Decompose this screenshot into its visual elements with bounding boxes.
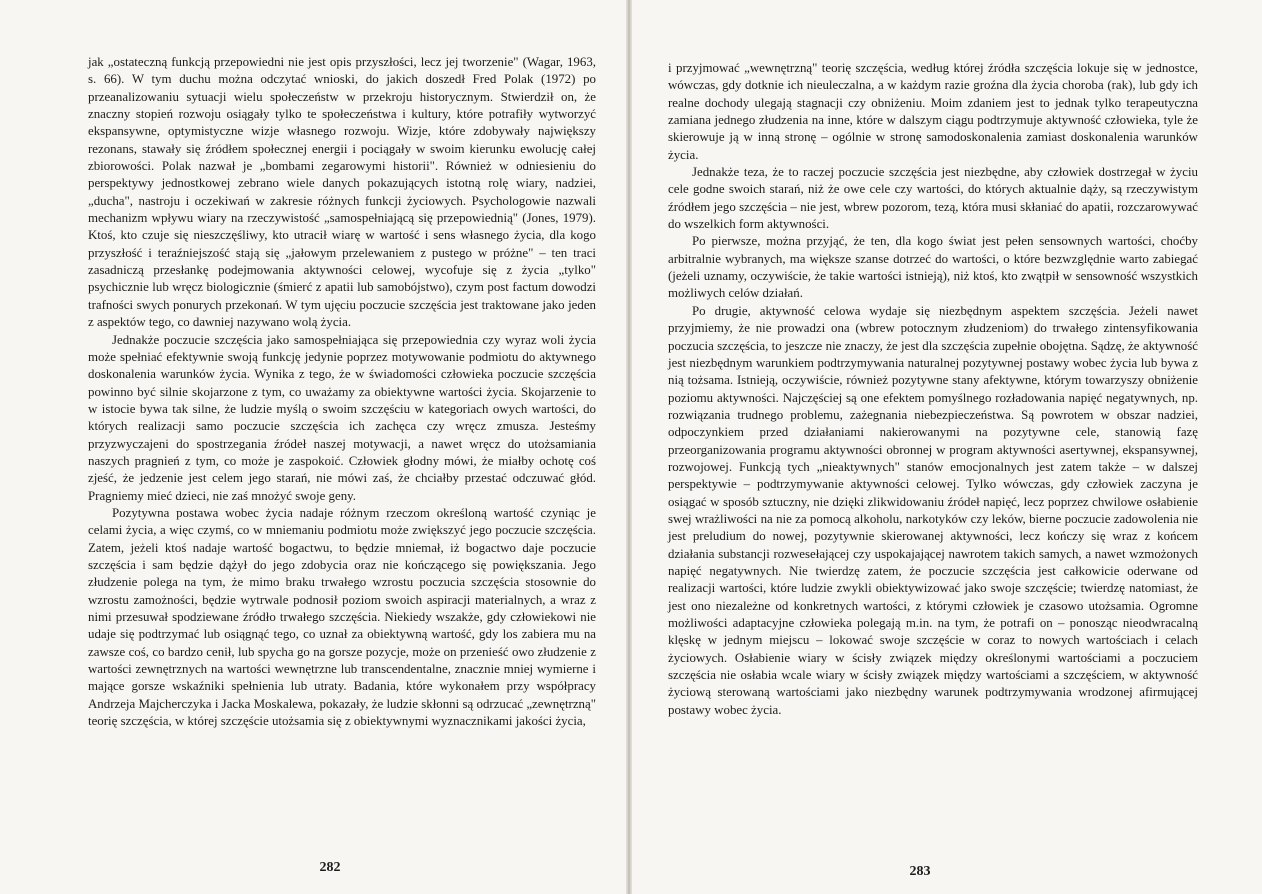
right-page bbox=[632, 0, 1262, 894]
page-number: 283 bbox=[909, 864, 931, 879]
left-page bbox=[0, 0, 628, 894]
paragraph: Pozytywna postawa wobec życia nadaje różnym rzeczom określoną wartość czyniąc je celami życia, a więc czymś, co w mniemaniu podmiotu może zwiększyć jego poczucie szczęścia. Zatem, jeżeli ktoś nadaje wartość bogactwu, to będzie mniemał, iż bogactwo daje poczucie szczęścia i sam będzie dążył do jego zdobycia oraz nie kończącego się powiększania. Jego złudzenie polega na tym, że mimo braku trwałego wzrostu poczucia szczęścia stosownie do wzrostu zamożności, będzie wytrwale podnosił poziom swoich aspiracji materialnych, a wraz z nimi przesuwał spodziewane źródło trwałego szczęścia. Niekiedy wszakże, gdy człowiekowi nie udaje się podtrzymać lub osiągnąć tego, co uznał za obiektywną wartość, gdy los zabiera mu na zawsze coś, co bardzo cenił, lub spycha go na gorsze pozycje, może on przenieść owo złudzenie z wartości zewnętrznych na wartości wewnętrzne lub transcendentalne, znacznie mniej wymierne i mające gorsze wskaźniki spełnienia lub utraty. Badania, które wykonałem przy współpracy Andrzeja Majcherczyka i Jacka Moskalewa, pokazały, że ludzie skłonni są odrzucać „zewnętrzną" teorię szczęścia, w której szczęście utożsamia się z obiektywnymi wyznacznikami jakości życia, bbox=[88, 505, 596, 729]
paragraph: jak „ostateczną funkcją przepowiedni nie jest opis przyszłości, lecz jej tworzenie" (Wagar, 1963, s. 66). W tym duchu można odczytać wnioski, do jakich doszedł Fred Polak (1972) po przeanalizowaniu sytuacji wielu społeczeństw w przekroju historycznym. Stwierdził on, że znaczny stopień rozwoju osiągały tylko te społeczeństwa i kultury, które potrafiły wytworzyć ekspansywne, optymistyczne wizje własnego rozwoju. Wizje, które zdobywały największy rezonans, stawały się źródłem społecznej energii i pociągały w swoim kierunku ewolucję całej zbiorowości. Polak nazwał je „bombami zegarowymi historii". Również w odniesieniu do perspektywy jednostkowej zebrano wiele danych pokazujących istotną rolę wiary, nadziei, „ducha", nastroju i oczekiwań w zakresie różnych funkcji życiowych. Psychologowie nazwali mechanizm wpływu wiary na rzeczywistość „samospełniającą się przepowiednią" (Jones, 1979). Ktoś, kto czuje się nieszczęśliwy, kto utracił wiarę w wartość i sens własnego życia, dla kogo przyszłość i teraźniejszość stają się „jałowym przelewaniem z pustego w próżne" – ten traci zasadniczą przesłankę podejmowania aktywności celowej, wycofuje się z życia „tylko" psychicznie lub wręcz biologicznie (śmierć z apatii lub samobójstwo), czym post factum dowodzi trafności swych ponurych przekonań. W tym ujęciu poczucie szczęścia jest traktowane jako jeden z aspektów tego, co dawniej nazywano wolą życia. bbox=[88, 55, 596, 330]
paragraph: i przyjmować „wewnętrzną" teorię szczęścia, według której źródła szczęścia lokuje się w jednostce, wówczas, gdy dotknie ich nieuleczalna, a w każdym razie groźna dla życia choroba (rak), lub gdy ich realne dochody ulegają stagnacji czy obniżeniu. Moim zdaniem jest to jednak tylko terapeutyczna zamiana jednego złudzenia na inne, które w dalszym ciągu podtrzymuje aktywność człowieka, tyle że skierowuje ją w inną stronę – ogólnie w stronę samodoskonalenia zamiast doskonalenia warunków życia. bbox=[668, 61, 1198, 162]
paragraph: Po pierwsze, można przyjąć, że ten, dla kogo świat jest pełen sensownych wartości, choćby arbitralnie wybranych, ma większe szanse dotrzeć do wartości, o które bezwzględnie warto zabiegać (jeżeli uznamy, oczywiście, że takie wartości istnieją), niż ktoś, kto zwątpił w sensowność wszystkich możliwych celów działań. bbox=[668, 234, 1198, 301]
left-page-text bbox=[88, 54, 596, 730]
paragraph: Po drugie, aktywność celowa wydaje się niezbędnym aspektem szczęścia. Jeżeli nawet przyjmiemy, że nie prowadzi ona (wbrew potocznym złudzeniom) do trwałego zintensyfikowania poczucia szczęścia, to jeszcze nie znaczy, że jest dla szczęścia zupełnie obojętna. Sądzę, że aktywność jest niezbędnym warunkiem podtrzymywania naturalnej pozytywnej postawy wobec życia lub bywa z nią tożsama. Istnieją, oczywiście, również pozytywne stany afektywne, którym towarzyszy obniżenie poziomu aktywności. Najczęściej są one efektem pomyślnego rozładowania napięć negatywnych, np. rozwiązania trudnego problemu, zażegnania niebezpieczeństwa. Są powrotem w obszar nadziei, odpoczynkiem przed działaniami nakierowanymi na pozytywne cele, stanowią fazę przeorganizowania programu aktywności obronnej w program aktywności asertywnej, ekspansywnej, rozwojowej. Funkcją tych „nieaktywnych" stanów emocjonalnych jest zatem także – w dalszej perspektywie – podtrzymywanie aktywności celowej. Tylko wówczas, gdy człowiek zaczyna je osiągać w sposób sztuczny, nie dzięki zlikwidowaniu źródeł napięć, lecz poprzez chwilowe osłabienie swej wrażliwości na nie za pomocą alkoholu, narkotyków czy leków, bierne poczucie zadowolenia nie jest preludium do nowej, pozytywnie skierowanej aktywności, lecz kończy się wraz z końcem działania substancji rozwesełającej czy uspokajającej nawrotem takich samych, a nawet wzmożonych napięć negatywnych. Nie twierdzę zatem, że poczucie szczęścia jest całkowicie oderwane od realizacji wartości, które ludzie zwykli obiektywizować jako swoje szczęście; twierdzę natomiast, że jest ono niezależne od konkretnych wartości, z którymi człowiek je czasowo utożsamia. Ogromne możliwości adaptacyjne człowieka polegają m.in. na tym, że potrafi on – ponosząc nieodwracalną klęskę w jednym miejscu – lokować swoje szczęście w coraz to nowych wartościach i celach życiowych. Osłabienie wiary w ścisły związek między określonymi wartościami a poczuciem szczęścia nie osłabia wcale wiary w ścisły związek między wartościami a szczęściem, w aktywność życiową sterowaną wartościami jako niezbędny warunek podtrzymywania wrodzonej afirmującej postawy wobec życia. bbox=[668, 303, 1198, 717]
page-number: 282 bbox=[319, 860, 341, 875]
right-page-text bbox=[668, 60, 1198, 719]
paragraph: Jednakże teza, że to raczej poczucie szczęścia jest niezbędne, aby człowiek dostrzegał w życiu cele godne swoich starań, niż że owe cele czy wartości, do których aktualnie dąży, są rzeczywistym źródłem jego szczęścia – nie jest, wbrew pozorom, tezą, która musi skłaniać do apatii, rozczarowywać do wszelkich form aktywności. bbox=[668, 165, 1198, 232]
paragraph: Jednakże poczucie szczęścia jako samospełniająca się przepowiednia czy wyraz woli życia może spełniać efektywnie swoją funkcję jedynie poprzez motywowanie podmiotu do aktywnego doskonalenia warunków życia. Wynika z tego, że w świadomości człowieka poczucie szczęścia powinno być silnie skojarzone z tym, co uważamy za obiektywne wartości życia. Skojarzenie to w istocie bywa tak silne, że ludzie myślą o swoim szczęściu w kategoriach owych wartości, do których realizacji samo poczucie szczęścia ich zachęca czy wręcz zmusza. Jesteśmy przyzwyczajeni do spostrzegania źródeł naszej motywacji, a nawet wręcz do utożsamiania naszych pragnień z tym, co może je zaspokoić. Człowiek głodny mówi, że miałby ochotę coś zjeść, że jedzenie jest celem jego starań, nie mówi zaś, że chciałby przestać odczuwać głód. Pragniemy mieć dzieci, nie zaś mnożyć swoje geny. bbox=[88, 332, 596, 503]
